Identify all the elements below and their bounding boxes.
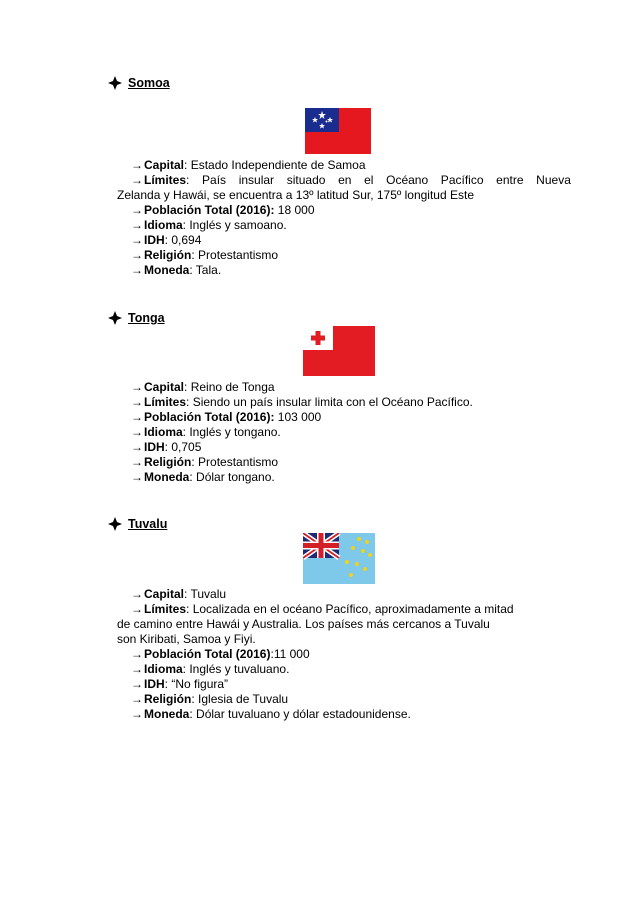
info-list (117, 158, 571, 278)
info-poblacion: → Población Total (2016) : 11 000 (131, 647, 310, 661)
info-idioma: → Idioma : Inglés y tuvaluano. (131, 662, 290, 676)
arrow-icon: → (131, 587, 143, 601)
info-religion: → Religión : Protestantismo (131, 455, 279, 469)
info-limites-continued: Zelanda y Hawái, se encuentra a 13º latitud Sur, 175º longitud Este (117, 188, 474, 202)
info-moneda: → Moneda : Dólar tongano. (131, 470, 275, 484)
info-limites-continued: de camino entre Hawái y Australia. Los países más cercanos a Tuvalu (117, 617, 490, 631)
section-heading (108, 76, 170, 90)
arrow-icon: → (131, 410, 143, 424)
arrow-icon: → (131, 662, 143, 676)
info-limites: → Límites : Localizada en el océano Pacífico, aproximadamente a mitad (131, 602, 514, 616)
country-title: Tuvalu (128, 517, 168, 531)
info-limites: → Límites : País insular situado en el Océano Pacífico entre Nueva (131, 173, 571, 187)
tonga-flag-icon (303, 326, 375, 376)
tuvalu-flag-icon (303, 533, 375, 584)
arrow-icon: → (131, 602, 143, 616)
country-title: Tonga (128, 311, 165, 325)
arrow-icon: → (131, 692, 143, 706)
arrow-icon: → (131, 647, 143, 661)
country-title: Somoa (128, 76, 170, 90)
info-idh: → IDH : 0,705 (131, 440, 202, 454)
arrow-icon: → (131, 248, 143, 262)
arrow-icon: → (131, 395, 143, 409)
arrow-icon: → (131, 707, 143, 721)
section-heading (108, 517, 167, 531)
diamond-bullet-icon (108, 517, 122, 531)
info-moneda: → Moneda : Dólar tuvaluano y dólar estadounidense. (131, 707, 411, 721)
info-limites: → Límites : Siendo un país insular limita con el Océano Pacífico. (131, 395, 473, 409)
arrow-icon: → (131, 263, 143, 277)
arrow-icon: → (131, 470, 143, 484)
arrow-icon: → (131, 203, 143, 217)
info-idh: → IDH : 0,694 (131, 233, 202, 247)
arrow-icon: → (131, 440, 143, 454)
arrow-icon: → (131, 455, 143, 469)
info-capital: → Capital : Reino de Tonga (131, 380, 275, 394)
info-religion: → Religión : Iglesia de Tuvalu (131, 692, 289, 706)
info-capital: → Capital : Estado Independiente de Samoa (131, 158, 366, 172)
arrow-icon: → (131, 173, 143, 187)
info-poblacion: → Población Total (2016): 103 000 (131, 410, 322, 424)
arrow-icon: → (131, 158, 143, 172)
info-list (117, 587, 541, 722)
arrow-icon: → (131, 425, 143, 439)
section-heading (108, 311, 165, 325)
arrow-icon: → (131, 380, 143, 394)
arrow-icon: → (131, 677, 143, 691)
info-idioma: → Idioma : Inglés y tongano. (131, 425, 281, 439)
info-idh: → IDH : “No figura” (131, 677, 229, 691)
arrow-icon: → (131, 218, 143, 232)
info-limites-continued: son Kiribati, Samoa y Fiyi. (117, 632, 256, 646)
info-moneda: → Moneda : Tala. (131, 263, 222, 277)
info-religion: → Religión : Protestantismo (131, 248, 279, 262)
info-list (131, 380, 541, 485)
info-idioma: → Idioma : Inglés y samoano. (131, 218, 287, 232)
arrow-icon: → (131, 233, 143, 247)
samoa-flag-icon (305, 108, 371, 154)
info-capital: → Capital : Tuvalu (131, 587, 227, 601)
diamond-bullet-icon (108, 76, 122, 90)
diamond-bullet-icon (108, 311, 122, 325)
info-poblacion: → Población Total (2016): 18 000 (131, 203, 315, 217)
